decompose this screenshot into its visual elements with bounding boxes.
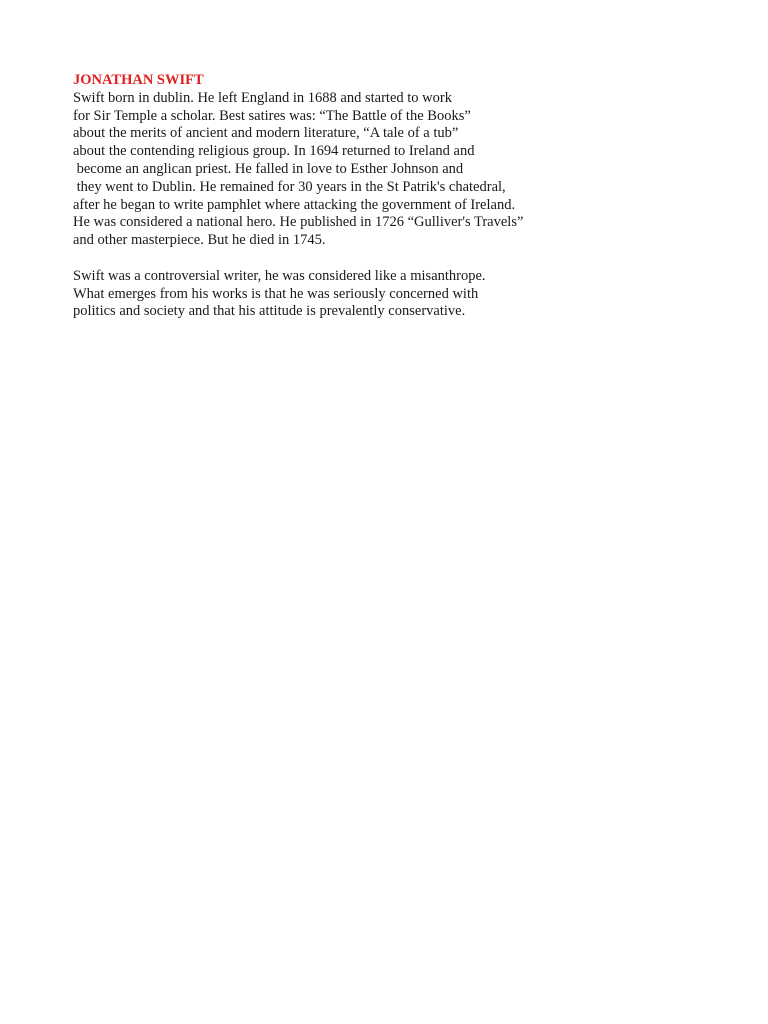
text-line: for Sir Temple a scholar. Best satires was: “The Battle of the Books” (73, 107, 471, 124)
text-line: Swift was a controversial writer, he was considered like a misanthrope. (73, 267, 486, 284)
text-line: What emerges from his works is that he was seriously concerned with (73, 285, 479, 302)
document-body (73, 72, 733, 321)
text-line: they went to Dublin. He remained for 30 years in the St Patrik's chatedral, (73, 178, 506, 195)
text-line: politics and society and that his attitude is prevalently conservative. (73, 303, 466, 320)
document-title: JONATHAN SWIFT (73, 72, 204, 88)
text-line: become an anglican priest. He falled in love to Esther Johnson and (73, 160, 464, 177)
text-line: after he began to write pamphlet where attacking the government of Ireland. (73, 196, 516, 213)
text-line: He was considered a national hero. He published in 1726 “Gulliver's Travels” (73, 214, 524, 231)
text-line: Swift born in dublin. He left England in 1688 and started to work (73, 89, 452, 106)
text-line: and other masterpiece. But he died in 1745. (73, 232, 326, 249)
text-line: about the merits of ancient and modern literature, “A tale of a tub” (73, 125, 459, 142)
paragraph-biography (73, 90, 733, 250)
paragraph-assessment (73, 268, 733, 321)
text-line: about the contending religious group. In 1694 returned to Ireland and (73, 143, 475, 160)
